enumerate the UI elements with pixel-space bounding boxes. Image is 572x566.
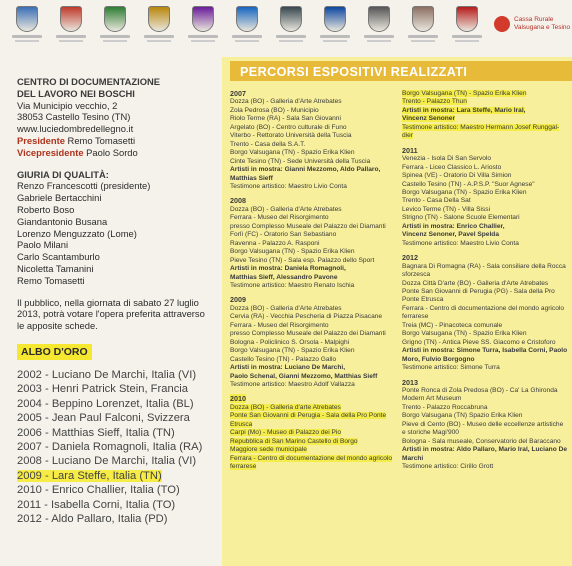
exhibition-line: Paolo Schenal, Gianni Mezzomo, Matthias Sieff bbox=[230, 372, 378, 380]
exhibition-line: ferrarese bbox=[402, 313, 429, 321]
year-heading: 2007 bbox=[230, 89, 246, 98]
exhibition-line: Moro, Fulvio Borgogno bbox=[402, 355, 475, 363]
year-heading: 2011 bbox=[402, 145, 418, 155]
sponsor-line2: Valsugana e Tesino bbox=[514, 24, 571, 31]
exhibition-line: ferrarese bbox=[230, 463, 257, 471]
percorsi-column-1 bbox=[230, 90, 400, 471]
albo-item: 2003 - Henri Patrick Stein, Francia bbox=[17, 383, 188, 396]
exhibition-line: Ferrara - Museo del Risorgimento bbox=[230, 321, 329, 329]
exhibition-line: Borgo Valsugana (TN) - Spazio Erika Klien bbox=[230, 347, 355, 355]
exhibition-line: Artisti in mostra: Aldo Pallaro, Mario Iral, Luciano De bbox=[402, 446, 567, 454]
jury-member: Nicoletta Tamanini bbox=[17, 262, 94, 274]
exhibition-line: Argelato (BO) - Centro culturale di Funo bbox=[230, 123, 347, 131]
exhibition-line: Ponte San Giovanni di Perugia (PG) - Sala della Pro bbox=[402, 287, 555, 295]
exhibition-line: Dozza (BO) - Galleria d'Arte Atrebates bbox=[230, 98, 342, 106]
albo-item: 2006 - Matthias Sieff, Italia (TN) bbox=[17, 426, 175, 439]
exhibition-line: Trento - Palazzo Thun bbox=[402, 98, 467, 106]
jury-member: Paolo Milani bbox=[17, 239, 69, 251]
president-name: Remo Tomasetti bbox=[67, 134, 136, 146]
exhibition-line: Ravenna - Palazzo A. Rasponi bbox=[230, 239, 320, 247]
address-line-1: Via Municipio vecchio, 2 bbox=[17, 99, 118, 111]
exhibition-line: Dozza Città D'arte (BO) - Galleria d'Arte Atrebates bbox=[402, 279, 549, 287]
exhibition-line: Testimone artistico: Maestro Renato Ischia bbox=[230, 281, 355, 289]
exhibition-line: presso Complesso Museale del Palazzo dei Diamanti bbox=[230, 330, 386, 338]
exhibition-line: Borgo Valsugana (TN) - Spazio Erika Klien bbox=[402, 188, 527, 196]
exhibition-line: Ferrara - Centro di documentazione del mondo agricolo bbox=[402, 304, 564, 312]
exhibition-line: Ferrara - Museo del Risorgimento bbox=[230, 214, 329, 222]
website-link[interactable]: www.luciedombredellegno.it bbox=[17, 123, 134, 135]
jury-member: Lorenzo Menguzzato (Lome) bbox=[17, 227, 137, 239]
exhibition-line: Borgo Valsugana (TN) - Spazio Erika Klien bbox=[230, 149, 355, 157]
albo-item: 2009 - Lara Steffe, Italia (TN) bbox=[17, 469, 162, 482]
exhibition-line: Testimone artistico: Maestro Adolf Vallazza bbox=[230, 380, 355, 388]
exhibition-line: Viterbo - Rettorato Università della Tuscia bbox=[230, 132, 352, 140]
exhibition-line: Artisti in mostra: Enrico Challier, bbox=[402, 222, 505, 230]
exhibition-line: Cervia (RA) - Vecchia Pescheria di Piazza Pisacane bbox=[230, 313, 383, 321]
crest-4-icon bbox=[138, 6, 180, 42]
year-heading: 2009 bbox=[230, 295, 246, 305]
sponsor-mark-icon bbox=[494, 16, 510, 32]
exhibition-line: Spinea (VE) - Oratorio Di Villa Simion bbox=[402, 172, 512, 180]
crest-8-icon bbox=[314, 6, 356, 42]
exhibition-line: Levico Terme (TN) - Villa Sissi bbox=[402, 205, 491, 213]
exhibition-line: Artisti in mostra: Simone Turra, Isabella Corni, Paolo bbox=[402, 347, 568, 355]
exhibition-line: Artisti in mostra: Gianni Mezzomo, Aldo Pallaro, bbox=[230, 166, 381, 174]
exhibition-line: Ponte San Giovanni di Perugia - Sala della Pro Ponte bbox=[230, 412, 387, 420]
exhibition-line: Vincenz Senoner bbox=[402, 115, 456, 123]
crest-5-icon bbox=[182, 6, 224, 42]
exhibition-line: e storiche Magi'900 bbox=[402, 429, 459, 437]
percorsi-title: PERCORSI ESPOSITIVI REALIZZATI bbox=[230, 61, 572, 81]
exhibition-line: Strigno (TN) - Salone Scuole Elementari bbox=[402, 214, 520, 222]
logo-strip bbox=[0, 0, 572, 50]
sponsor-logo bbox=[494, 16, 570, 32]
exhibition-line: Matthias Sieff, Alessandro Pavone bbox=[230, 273, 338, 281]
exhibition-line: Trento - Casa Della Sat bbox=[402, 197, 471, 205]
center-info bbox=[17, 76, 212, 332]
albo-title: ALBO D'ORO bbox=[17, 344, 92, 360]
vicepresident-label: Vicepresidente bbox=[17, 146, 84, 158]
exhibition-line: Borgo Valsugana (TN) - Spazio Erika Klien bbox=[402, 330, 527, 338]
exhibition-line: Castello Tesino (TN) - Palazzo Gallo bbox=[230, 355, 337, 363]
exhibition-line: Matthias Sieff bbox=[230, 174, 273, 182]
exhibition-line: Treia (MC) - Pinacoteca comunale bbox=[402, 321, 503, 329]
exhibition-line: Dozza (BO) - Galleria d'arte Atrebates bbox=[230, 403, 341, 411]
percorsi-column-2 bbox=[402, 90, 570, 471]
exhibition-line: Venezia - Isola Di San Servolo bbox=[402, 155, 492, 163]
exhibition-line: Bologna - Policlinico S. Orsola - Malpighi bbox=[230, 338, 350, 346]
albo-item: 2008 - Luciano De Marchi, Italia (VI) bbox=[17, 455, 197, 468]
exhibition-line: Testimone artistico: Maestro Livio Conta bbox=[230, 182, 347, 190]
year-heading: 2013 bbox=[402, 377, 418, 387]
exhibition-line: Repubblica di San Marino Castello di Borgo bbox=[230, 437, 358, 445]
center-name-2: DEL LAVORO NEI BOSCHI bbox=[17, 87, 135, 99]
exhibition-line: Vincenz Senoner, Pavel Spelda bbox=[402, 231, 499, 239]
exhibition-line: Riolo Terme (RA) - Sala San Giovanni bbox=[230, 115, 341, 123]
albo-item: 2004 - Beppino Lorenzet, Italia (BL) bbox=[17, 397, 194, 410]
exhibition-line: Forlì (FC) - Oratorio San Sebastiano bbox=[230, 231, 337, 239]
exhibition-line: Ponte Etrusca bbox=[402, 296, 444, 304]
crest-2-icon bbox=[50, 6, 92, 42]
albo-item: 2010 - Enrico Challier, Italia (TO) bbox=[17, 484, 180, 497]
jury-title: GIURIA DI QUALITÀ: bbox=[17, 168, 109, 180]
exhibition-line: Artisti in mostra: Daniela Romagnoli, bbox=[230, 265, 346, 273]
address-line-2: 38053 Castello Tesino (TN) bbox=[17, 111, 131, 123]
exhibition-line: Borgo Valsugana (TN) - Spazio Erika Klien bbox=[230, 248, 355, 256]
exhibition-line: Maggiore sede municipale bbox=[230, 446, 307, 454]
note-line: le apposite schede. bbox=[17, 320, 98, 332]
exhibition-line: Etrusca bbox=[230, 420, 253, 428]
president-label: Presidente bbox=[17, 134, 65, 146]
jury-member: Renzo Francescotti (presidente) bbox=[17, 180, 151, 192]
exhibition-line: Trento - Casa della S.A.T. bbox=[230, 140, 306, 148]
jury-member: Roberto Boso bbox=[17, 203, 75, 215]
exhibition-line: Ponte Ronca di Zola Predosa (BO) - Ca' La Ghironda bbox=[402, 386, 558, 394]
jury-member: Giandantonio Busana bbox=[17, 215, 108, 227]
exhibition-line: Borgo Valsugana (TN) - Spazio Erika Klien bbox=[402, 90, 527, 97]
note-line: Il pubblico, nella giornata di sabato 27 luglio bbox=[17, 296, 199, 308]
crest-9-icon bbox=[358, 6, 400, 42]
jury-member: Remo Tomasetti bbox=[17, 274, 85, 286]
voting-note bbox=[17, 297, 212, 332]
year-heading: 2012 bbox=[402, 253, 418, 263]
exhibition-line: Testimone artistico: Maestro Livio Conta bbox=[402, 239, 519, 247]
year-heading: 2010 bbox=[230, 394, 246, 404]
crest-7-icon bbox=[270, 6, 312, 42]
vicepresident-name: Paolo Sordo bbox=[86, 146, 138, 158]
exhibition-line: sforzesca bbox=[402, 271, 431, 279]
albo-item: 2007 - Daniela Romagnoli, Italia (RA) bbox=[17, 441, 203, 454]
crest-10-icon bbox=[402, 6, 444, 42]
jury-list bbox=[17, 180, 212, 286]
exhibition-line: Bologna - Sala museale, Conservatorio del Baraccano bbox=[402, 437, 561, 445]
jury-member: Gabriele Bertacchini bbox=[17, 192, 102, 204]
exhibition-line: Grigno (TN) - Antica Pieve SS. Giacomo e Cristoforo bbox=[402, 338, 556, 346]
sponsor-line1: Cassa Rurale bbox=[514, 16, 554, 23]
exhibition-line: Dozza (BO) - Galleria d'Arte Atrebates bbox=[230, 205, 342, 213]
exhibition-line: Ferrara - Liceo Classico L. Ariosto bbox=[402, 163, 502, 171]
exhibition-line: presso Complesso Museale del Palazzo dei Diamanti bbox=[230, 222, 386, 230]
exhibition-line: Pieve Tesino (TN) - Sala esp. Palazzo dello Sport bbox=[230, 256, 375, 264]
exhibition-line: Dozza (BO) - Galleria d'Arte Atrebates bbox=[230, 304, 342, 312]
exhibition-line: Castello Tesino (TN) - A.P.S.P. "Suor Agnese" bbox=[402, 180, 535, 188]
year-heading: 2008 bbox=[230, 196, 246, 206]
exhibition-line: Borgo Valsugana (TN) Spazio Erika Klien bbox=[402, 412, 523, 420]
exhibition-line: Carpi (Mo) - Museo di Palazzo dei Pio bbox=[230, 429, 342, 437]
exhibition-line: Artisti in mostra: Lara Steffe, Mario Iral, bbox=[402, 106, 526, 114]
crest-1-icon bbox=[6, 6, 48, 42]
crest-11-icon bbox=[446, 6, 488, 42]
exhibition-line: Pieve di Cento (BO) - Museo delle eccellenze artistiche bbox=[402, 420, 564, 428]
albo-item: 2005 - Jean Paul Falconi, Svizzera bbox=[17, 412, 190, 425]
jury-member: Carlo Scantamburlo bbox=[17, 251, 100, 263]
crest-6-icon bbox=[226, 6, 268, 42]
exhibition-line: Bagnara Di Romagna (RA) - Sala consiliare della Rocca bbox=[402, 262, 566, 270]
exhibition-line: Zola Pedrosa (BO) - Municipio bbox=[230, 106, 319, 114]
albo-item: 2012 - Aldo Pallaro, Italia (PD) bbox=[17, 513, 168, 526]
albo-list bbox=[17, 368, 202, 526]
exhibition-line: Testimone artistico: Simone Turra bbox=[402, 364, 500, 372]
exhibition-line: Modern Art Museum bbox=[402, 395, 462, 403]
exhibition-line: Cinte Tesino (TN) - Sede Università della Tuscia bbox=[230, 157, 371, 165]
center-name-1: CENTRO DI DOCUMENTAZIONE bbox=[17, 76, 161, 87]
exhibition-line: dier bbox=[402, 132, 413, 140]
crest-3-icon bbox=[94, 6, 136, 42]
exhibition-line: Testimone artistico: Maestro Hermann Josef Runggal- bbox=[402, 123, 560, 131]
albo-item: 2011 - Isabella Corni, Italia (TO) bbox=[17, 498, 176, 511]
exhibition-line: Ferrara - Centro di documentazione del mondo agricolo bbox=[230, 454, 392, 462]
note-line: 2013, potrà votare l'opera preferita attraverso bbox=[17, 308, 205, 320]
exhibition-line: Artisti in mostra: Luciano De Marchi, bbox=[230, 364, 346, 372]
albo-item: 2002 - Luciano De Marchi, Italia (VI) bbox=[17, 369, 197, 381]
exhibition-line: Marchi bbox=[402, 454, 424, 462]
exhibition-line: Testimone artistico: Cirillo Grott bbox=[402, 463, 494, 471]
exhibition-line: Trento - Palazzo Roccabruna bbox=[402, 403, 488, 411]
